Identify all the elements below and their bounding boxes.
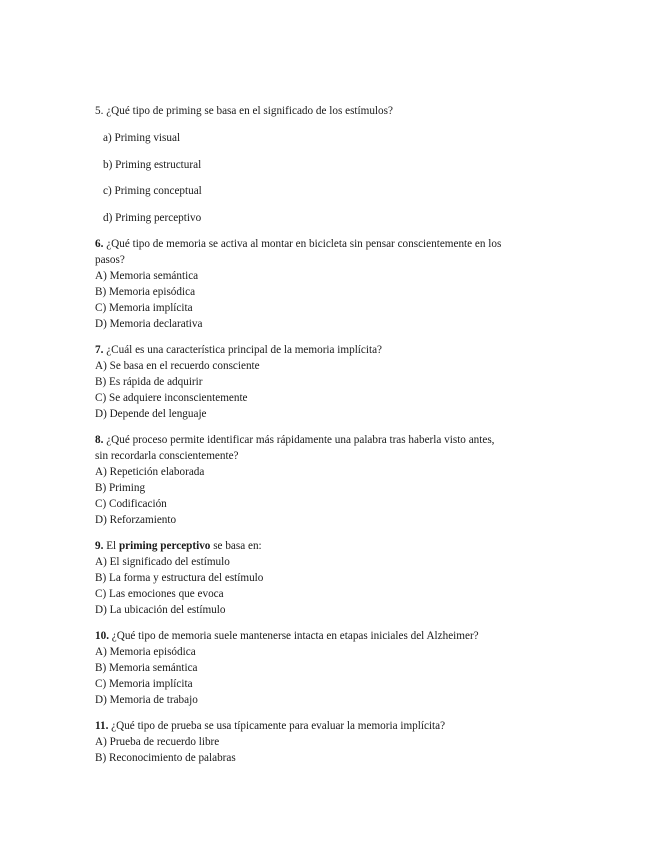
option: B) Memoria semántica xyxy=(95,662,198,675)
question-number: 6. xyxy=(95,238,104,251)
option: C) Las emociones que evoca xyxy=(95,588,224,601)
question-8-title xyxy=(95,432,565,448)
question-text: ¿Qué tipo de prueba se usa típicamente para evaluar la memoria implícita? xyxy=(111,720,446,733)
option: C) Se adquiere inconscientemente xyxy=(95,392,248,405)
question-6 xyxy=(95,236,565,332)
question-10-title xyxy=(95,628,565,644)
question-5-title xyxy=(95,103,565,119)
option: D) Memoria de trabajo xyxy=(95,694,198,707)
option: d) Priming perceptivo xyxy=(103,212,202,225)
option: D) Reforzamiento xyxy=(95,514,177,527)
question-text: ¿Qué proceso permite identificar más rápidamente una palabra tras haberla visto antes, xyxy=(106,434,495,447)
question-text: ¿Qué tipo de memoria suele mantenerse intacta en etapas iniciales del Alzheimer? xyxy=(111,630,479,643)
option: B) Memoria episódica xyxy=(95,286,196,299)
question-5-options xyxy=(95,130,565,226)
question-text: ¿Qué tipo de memoria se activa al montar en bicicleta sin pensar conscientemente en los xyxy=(106,238,502,251)
question-7-title xyxy=(95,342,565,358)
question-11-title xyxy=(95,718,565,734)
option: A) Memoria semántica xyxy=(95,270,199,283)
option: B) Priming xyxy=(95,482,146,495)
option: c) Priming conceptual xyxy=(103,185,202,198)
question-8-title-line2: sin recordarla conscientemente? xyxy=(95,450,239,463)
option: A) El significado del estímulo xyxy=(95,556,230,569)
question-5 xyxy=(95,103,565,226)
question-number: 8. xyxy=(95,434,104,447)
question-8 xyxy=(95,432,565,528)
document-page xyxy=(95,103,565,766)
question-number: 10. xyxy=(95,630,109,643)
question-text-post: se basa en: xyxy=(213,540,262,553)
option: B) La forma y estructura del estímulo xyxy=(95,572,264,585)
option: D) La ubicación del estímulo xyxy=(95,604,226,617)
option: A) Se basa en el recuerdo consciente xyxy=(95,360,260,373)
option: B) Es rápida de adquirir xyxy=(95,376,203,389)
question-9 xyxy=(95,538,565,618)
question-6-title-line2: pasos? xyxy=(95,254,125,267)
question-number: 9. xyxy=(95,540,104,553)
option: D) Memoria declarativa xyxy=(95,318,203,331)
question-text-pre: El xyxy=(106,540,117,553)
question-9-title xyxy=(95,538,565,554)
option: b) Priming estructural xyxy=(103,158,202,171)
question-text-bold: priming perceptivo xyxy=(118,540,211,553)
option: B) Reconocimiento de palabras xyxy=(95,752,236,765)
option: D) Depende del lenguaje xyxy=(95,408,207,421)
question-6-title xyxy=(95,236,565,252)
question-text: ¿Cuál es una característica principal de la memoria implícita? xyxy=(106,344,383,357)
question-number: 11. xyxy=(95,720,109,733)
question-10 xyxy=(95,628,565,708)
option: a) Priming visual xyxy=(103,131,181,144)
option: A) Repetición elaborada xyxy=(95,466,205,479)
option: C) Codificación xyxy=(95,498,167,511)
question-number: 5. xyxy=(95,105,104,117)
question-7 xyxy=(95,342,565,422)
option: C) Memoria implícita xyxy=(95,302,193,315)
option: A) Prueba de recuerdo libre xyxy=(95,736,220,749)
option: C) Memoria implícita xyxy=(95,678,193,691)
question-11 xyxy=(95,718,565,766)
question-text: ¿Qué tipo de priming se basa en el significado de los estímulos? xyxy=(106,105,393,117)
option: A) Memoria episódica xyxy=(95,646,196,659)
question-number: 7. xyxy=(95,344,104,357)
